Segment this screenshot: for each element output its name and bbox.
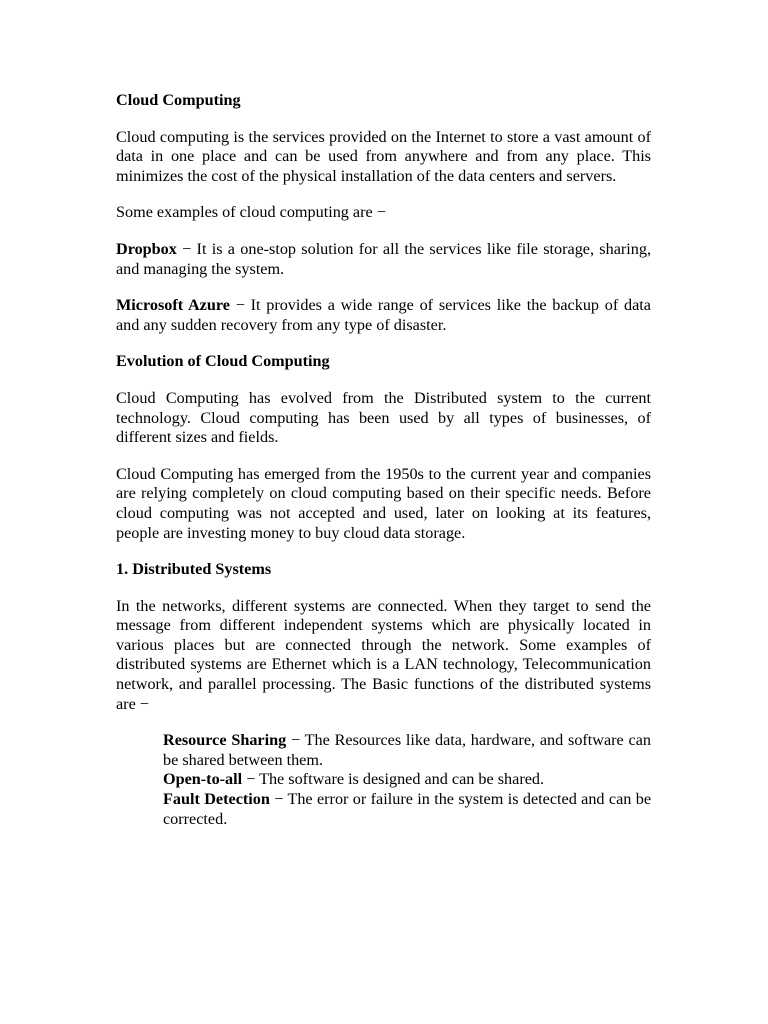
example-text: − It provides a wide range of services like the backup of data and any sudden recovery from any type of disaster. [116,296,651,334]
function-text: − The software is designed and can be shared. [242,770,545,789]
cloud-computing-intro: Cloud computing is the services provided on the Internet to store a vast amount of data in one place and can be used from anywhere and from any place. This minimizes the cost of the physical installation of the data centers and servers. [116,127,651,185]
cloud-examples-lead: Some examples of cloud computing are − [116,203,386,222]
function-term: Fault Detection [163,790,270,809]
document-page [116,91,651,829]
cloud-computing-heading: Cloud Computing [116,91,241,109]
evolution-paragraph-1: Cloud Computing has evolved from the Distributed system to the current technology. Cloud computing has been used by all types of businesses, of different sizes and fields. [116,388,651,447]
function-text: − The error or failure in the system is detected and can be corrected. [163,790,652,828]
function-item-resource-sharing [163,731,651,770]
distributed-systems-paragraph: In the networks, different systems are connected. When they target to send the message from different independent systems which are physically located in various places but are connected through the network. Some examples of distributed systems are Ethernet which is a LAN technology, Telecommunication network, and parallel processing. The Basic functions of the distributed systems are − [116,596,651,713]
distributed-functions-list [163,731,651,829]
function-item-open-to-all [163,770,651,790]
function-term: Resource Sharing [163,731,287,750]
cloud-examples-list [116,240,651,335]
function-term: Open-to-all [163,770,243,789]
example-term: Microsoft Azure [116,296,230,315]
evolution-paragraph-2: Cloud Computing has emerged from the 1950s to the current year and companies are relying completely on cloud computing based on their specific needs. Before cloud computing was not accepted and used, later on looking at its features, people are investing money to buy cloud data storage. [116,464,651,542]
example-text: − It is a one-stop solution for all the services like file storage, sharing, and managing the system. [116,239,651,278]
example-term: Dropbox [116,239,177,258]
example-item-dropbox [116,240,651,279]
function-item-fault-detection [163,790,651,829]
evolution-heading: Evolution of Cloud Computing [116,352,330,371]
function-text: − The Resources like data, hardware, and software can be shared between them. [163,731,652,769]
example-item-azure [116,296,651,335]
distributed-systems-heading: 1. Distributed Systems [116,560,272,579]
